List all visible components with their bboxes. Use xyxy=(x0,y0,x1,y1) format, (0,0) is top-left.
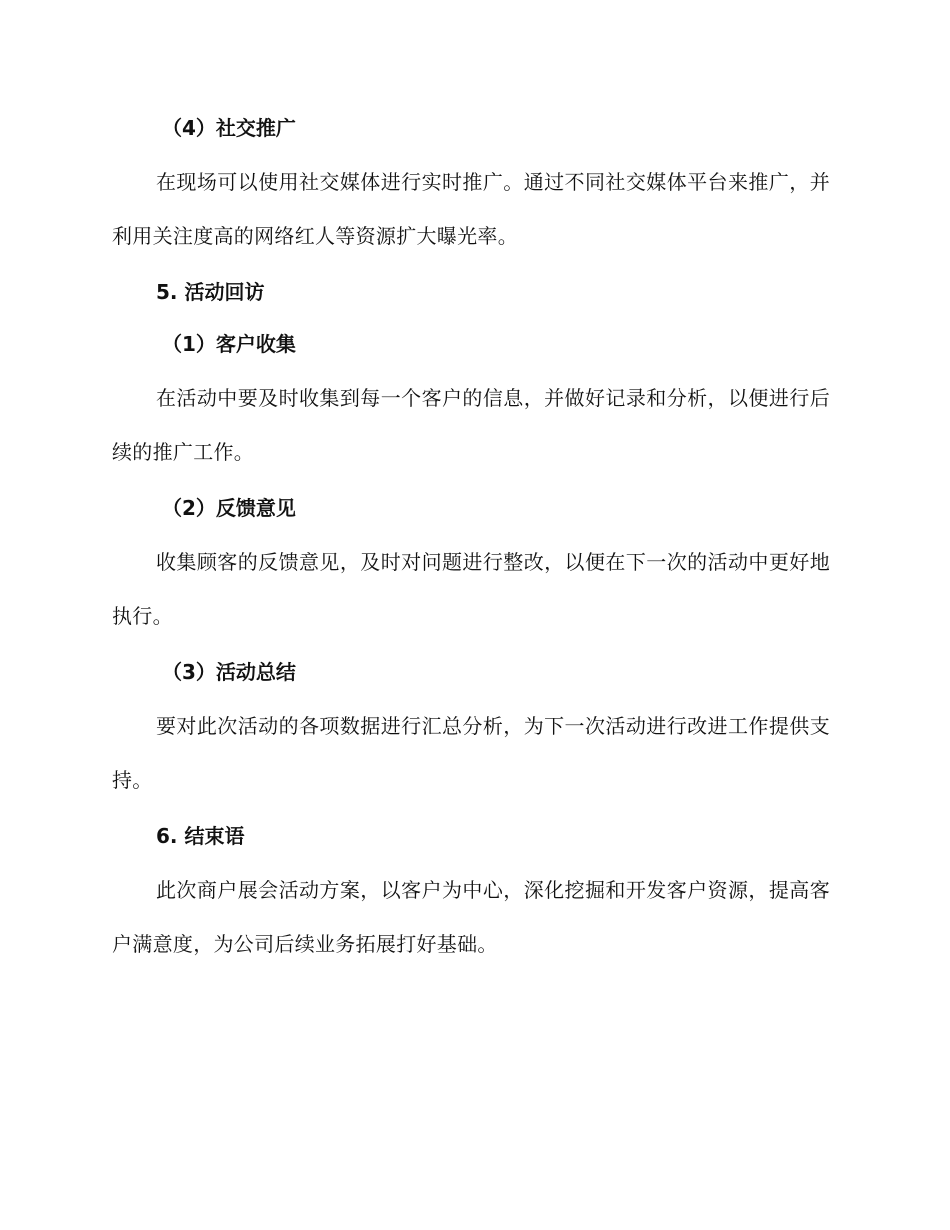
paragraph-activity-summary: 要对此次活动的各项数据进行汇总分析，为下一次活动进行改进工作提供支持。 xyxy=(112,714,830,792)
subheading-feedback: （2）反馈意见 xyxy=(162,496,296,520)
heading-activity-followup: 5. 活动回访 xyxy=(156,280,265,304)
paragraph-customer-collection: 在活动中要及时收集到每一个客户的信息，并做好记录和分析，以便进行后续的推广工作。 xyxy=(112,386,830,464)
paragraph-feedback: 收集顾客的反馈意见，及时对问题进行整改，以便在下一次的活动中更好地执行。 xyxy=(112,550,830,628)
subheading-activity-summary: （3）活动总结 xyxy=(162,660,296,684)
paragraph-conclusion: 此次商户展会活动方案，以客户为中心，深化挖掘和开发客户资源，提高客户满意度，为公司后续业务拓展打好基础。 xyxy=(112,878,830,956)
document-body xyxy=(112,105,830,971)
subheading-social-promotion: （4）社交推广 xyxy=(162,116,296,140)
subheading-customer-collection: （1）客户收集 xyxy=(162,332,296,356)
heading-conclusion: 6. 结束语 xyxy=(156,824,245,848)
paragraph-social-promotion: 在现场可以使用社交媒体进行实时推广。通过不同社交媒体平台来推广，并利用关注度高的网络红人等资源扩大曝光率。 xyxy=(112,170,830,248)
